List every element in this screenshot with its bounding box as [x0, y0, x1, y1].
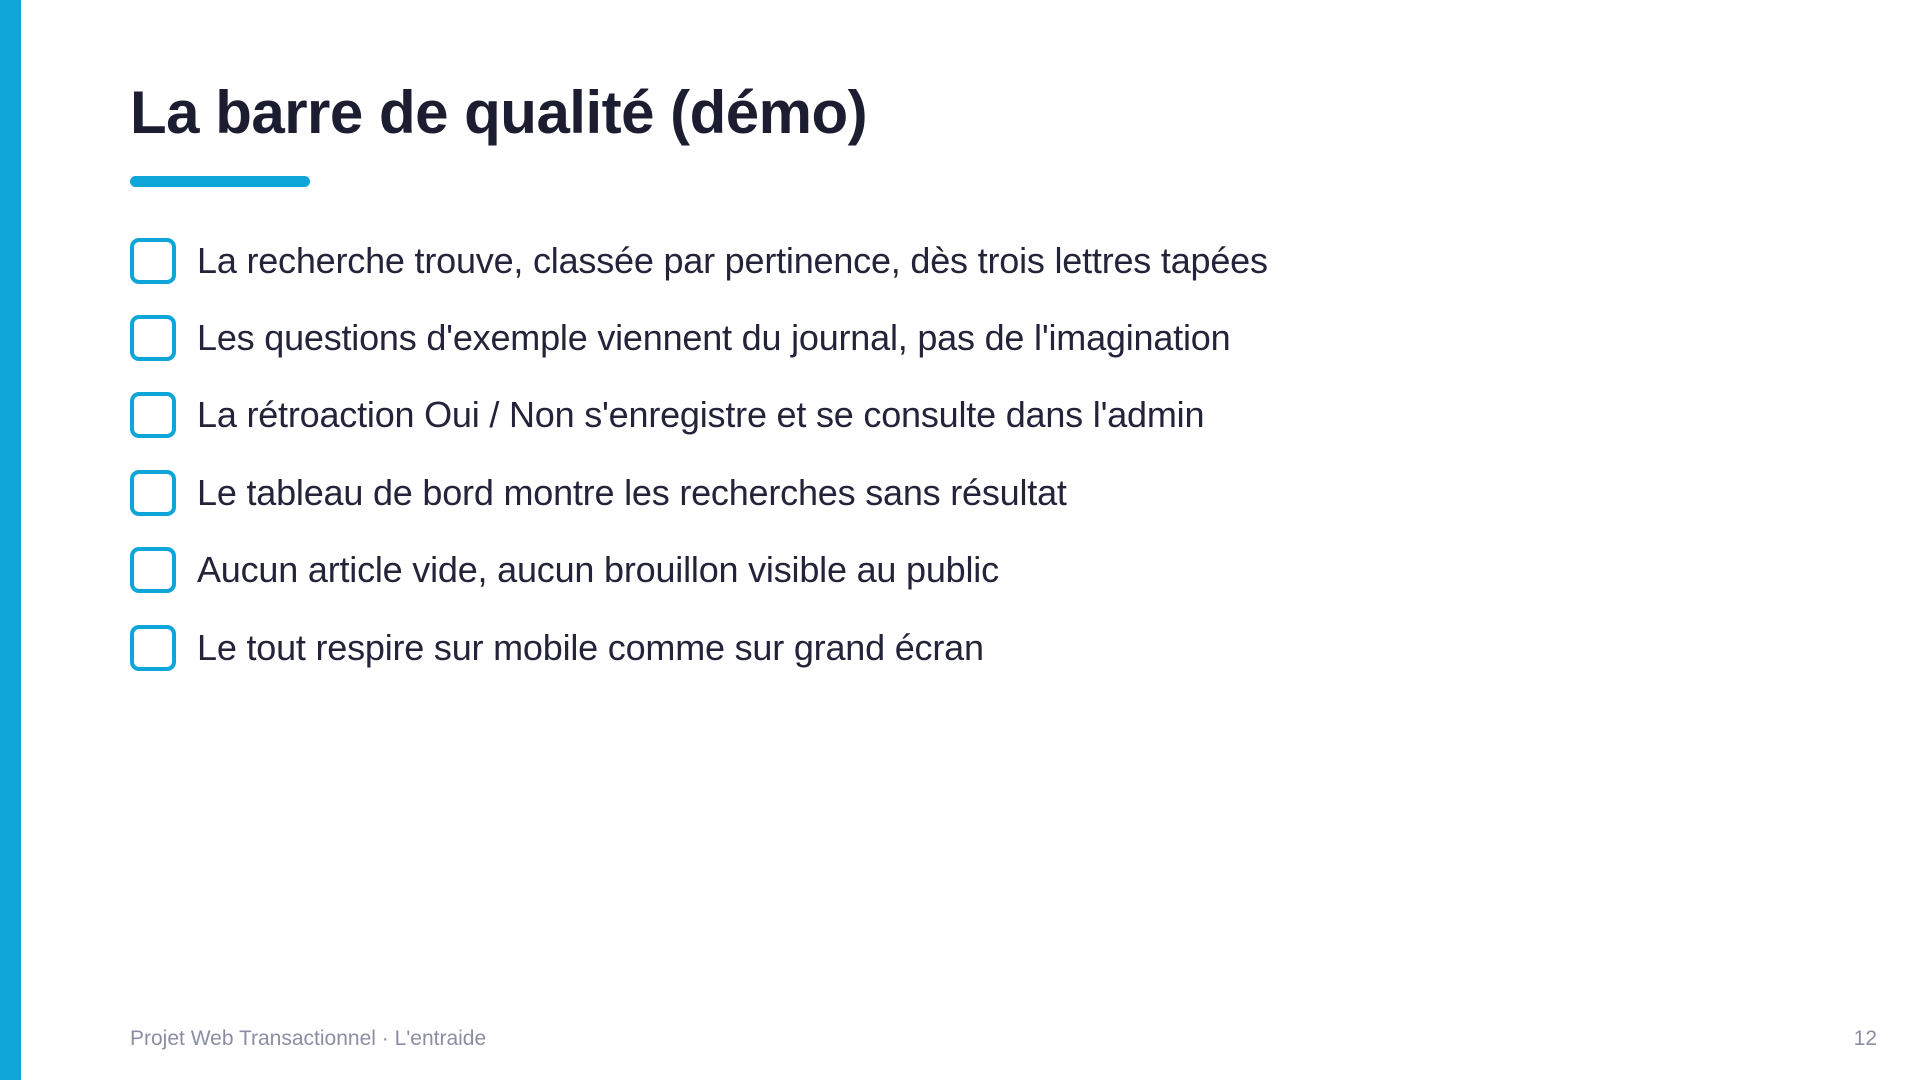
checklist-item-label: Le tableau de bord montre les recherches sans résultat: [197, 471, 1067, 513]
page-number: 12: [1853, 1027, 1877, 1050]
checklist-item-label: Les questions d'exemple viennent du journal, pas de l'imagination: [197, 317, 1231, 359]
checklist-item: [130, 377, 1268, 454]
checkbox-icon: [130, 315, 176, 361]
checklist-item-label: Le tout respire sur mobile comme sur grand écran: [197, 626, 984, 668]
footer-text: Projet Web Transactionnel · L'entraide: [130, 1027, 487, 1050]
checkbox-icon: [130, 547, 176, 593]
title-underline: [130, 176, 310, 187]
checkbox-icon: [130, 470, 176, 516]
checklist-item-label: La recherche trouve, classée par pertinence, dès trois lettres tapées: [197, 239, 1268, 281]
checklist-item: [130, 299, 1268, 376]
checklist-item: [130, 609, 1268, 686]
checklist-item: [130, 454, 1268, 531]
accent-side-bar: [0, 0, 21, 1080]
slide-title: La barre de qualité (démo): [130, 79, 868, 146]
checkbox-icon: [130, 392, 176, 438]
checklist-item-label: La rétroaction Oui / Non s'enregistre et se consulte dans l'admin: [197, 394, 1205, 436]
checkbox-icon: [130, 625, 176, 671]
checklist-item: [130, 222, 1268, 299]
checklist-item-label: Aucun article vide, aucun brouillon visible au public: [197, 549, 999, 591]
checkbox-icon: [130, 238, 176, 284]
checklist-item: [130, 532, 1268, 609]
quality-checklist: [130, 222, 1268, 686]
